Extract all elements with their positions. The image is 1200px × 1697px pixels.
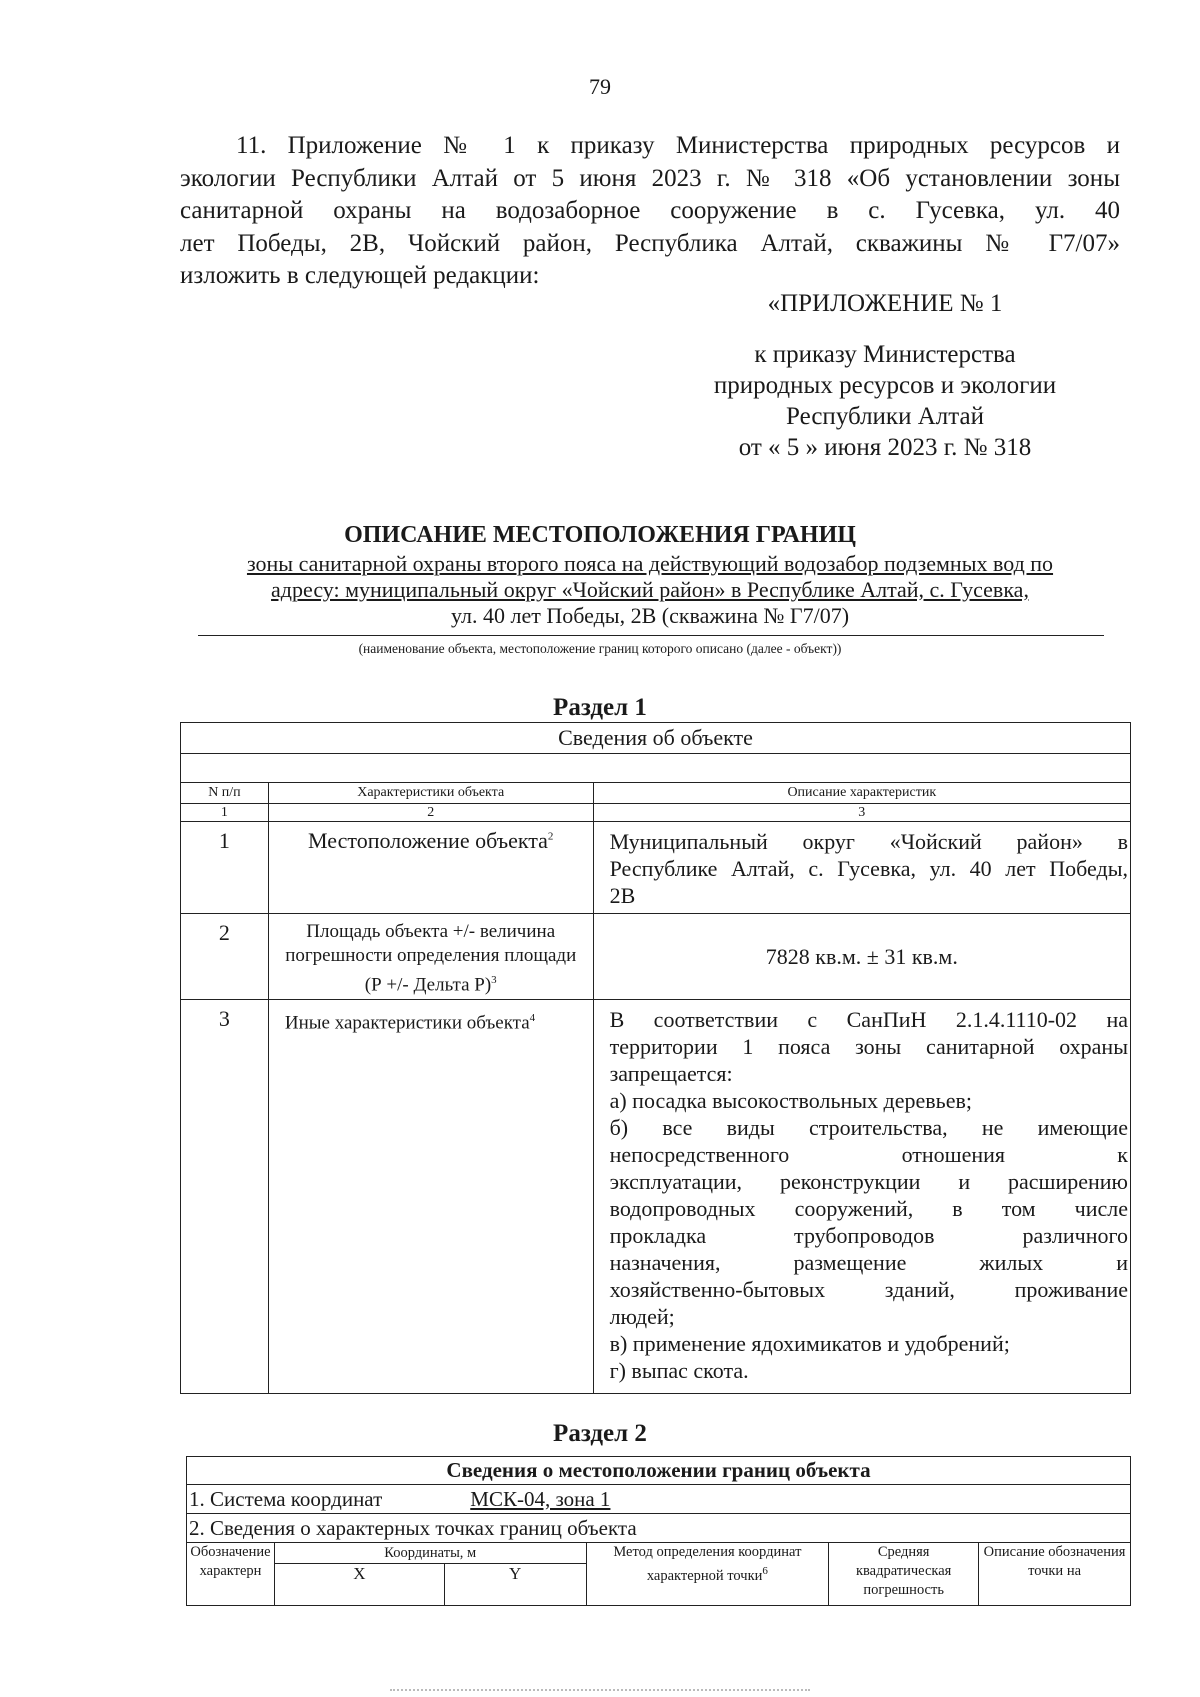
blank-row xyxy=(181,754,1131,783)
footnote-mark: 2 xyxy=(547,830,554,843)
document-subtitle xyxy=(180,551,1120,629)
description-line: запрещается: xyxy=(609,1061,733,1087)
footnote-mark: 4 xyxy=(529,1012,536,1025)
description-line: В соответствии с СанПиН 2.1.4.1110-02 на xyxy=(609,1007,1128,1033)
intro-line: экологии Республики Алтай от 5 июня 2023 г. № 318 «Об установлении зоны xyxy=(180,164,1120,192)
description-line: Республике Алтай, с. Гусевка, ул. 40 лет Победы, xyxy=(609,856,1128,881)
footnote-mark: 3 xyxy=(491,974,497,986)
appendix-line: к приказу Министерства xyxy=(754,341,1016,368)
description-line: а) посадка высокоствольных деревьев; xyxy=(609,1088,972,1114)
coord-system-label: 1. Система координат xyxy=(189,1486,383,1511)
col-header-num: N п/п xyxy=(181,783,269,804)
subtitle-line: ул. 40 лет Победы, 2В (скважина № Г7/07) xyxy=(450,603,850,628)
table-row xyxy=(181,822,1131,914)
subtitle-line: адресу: муниципальный округ «Чойский район» в Республике Алтай, с. Гусевка, xyxy=(271,577,1029,602)
col-number: 1 xyxy=(181,804,269,822)
section1-table-title: Сведения об объекте xyxy=(181,723,1131,754)
section2-heading: Раздел 2 xyxy=(553,1420,647,1447)
description-line: людей; xyxy=(609,1304,675,1330)
coord-system-row xyxy=(187,1485,1131,1514)
row-description xyxy=(593,1000,1130,1394)
description-line: Муниципальный округ «Чойский район» в xyxy=(609,829,1128,854)
col-error: Средняя квадратическая погрешность xyxy=(829,1543,979,1606)
intro-paragraph xyxy=(180,130,1120,293)
footnote-mark: 6 xyxy=(762,1565,768,1577)
col-designation: Обозначение характерн xyxy=(187,1543,275,1606)
description-line: водопроводных сооружений, в том числе xyxy=(609,1196,1128,1222)
intro-line: санитарной охраны на водозаборное сооружение в с. Гусевка, ул. 40 xyxy=(180,197,1120,224)
appendix-line: Республики Алтай xyxy=(786,403,984,430)
table-row xyxy=(181,1000,1131,1394)
description-line: прокладка трубопроводов различного xyxy=(609,1223,1128,1249)
col-number: 2 xyxy=(268,804,593,822)
description-line: г) выпас скота. xyxy=(609,1358,749,1384)
col-x: X xyxy=(274,1564,444,1606)
characteristic-text: Площадь объекта +/- величина погрешности определения площади (Р +/- Дельта Р) xyxy=(285,921,577,996)
description-line: назначения, размещение жилых и xyxy=(609,1250,1128,1276)
appendix-title: «ПРИЛОЖЕНИЕ № 1 xyxy=(767,290,1003,317)
row-characteristic xyxy=(268,1000,593,1394)
col-method xyxy=(586,1543,829,1606)
col-point-description: Описание обозначения точки на xyxy=(979,1543,1131,1606)
scan-artifact xyxy=(390,1689,810,1694)
description-line: эксплуатации, реконструкции и расширению xyxy=(609,1169,1128,1195)
description-line: непосредственного отношения к xyxy=(609,1142,1128,1168)
row-number: 3 xyxy=(181,1000,269,1394)
row-description: 7828 кв.м. ± 31 кв.м. xyxy=(593,914,1130,1000)
table-row xyxy=(181,914,1131,1000)
document-title: ОПИСАНИЕ МЕСТОПОЛОЖЕНИЯ ГРАНИЦ xyxy=(344,522,856,548)
coord-system-value: МСК-04, зона 1 xyxy=(470,1486,611,1511)
points-label: 2. Сведения о характерных точках границ объекта xyxy=(187,1514,1131,1543)
subtitle-rule xyxy=(198,635,1104,636)
section2-table-title: Сведения о местоположении границ объекта xyxy=(187,1457,1131,1485)
col-header-description: Описание характеристик xyxy=(593,783,1130,804)
object-caption: (наименование объекта, местоположение границ которого описано (далее - объект)) xyxy=(358,641,842,656)
description-line: б) все виды строительства, не имеющие xyxy=(609,1115,1128,1141)
appendix-line: природных ресурсов и экологии xyxy=(713,372,1057,399)
row-description xyxy=(593,822,1130,914)
description-line: в) применение ядохимикатов и удобрений; xyxy=(609,1331,1010,1357)
col-y: Y xyxy=(444,1564,586,1606)
appendix-line: от « 5 » июня 2023 г. № 318 xyxy=(738,434,1032,461)
intro-line: изложить в следующей редакции: xyxy=(180,262,540,289)
subtitle-line: зоны санитарной охраны второго пояса на действующий водозабор подземных вод по xyxy=(246,551,1054,576)
section1-table xyxy=(180,722,1131,1394)
characteristic-text: Местоположение объекта xyxy=(308,828,548,853)
description-line: территории 1 пояса зоны санитарной охраны xyxy=(609,1034,1128,1060)
col-number: 3 xyxy=(593,804,1130,822)
intro-line: 11. Приложение № 1 к приказу Министерства природных ресурсов и xyxy=(236,132,1120,159)
intro-line: лет Победы, 2В, Чойский район, Республика Алтай, скважины № Г7/07» xyxy=(180,229,1120,257)
description-line: 2В xyxy=(609,883,636,908)
section1-heading: Раздел 1 xyxy=(553,694,647,721)
appendix-header xyxy=(650,288,1120,463)
characteristic-text: Иные характеристики объекта xyxy=(284,1012,530,1034)
col-header-characteristic: Характеристики объекта xyxy=(268,783,593,804)
page-number: 79 xyxy=(589,74,611,99)
row-characteristic xyxy=(268,914,593,1000)
row-characteristic xyxy=(268,822,593,914)
col-method-text: Метод определения координат характерной точки xyxy=(613,1544,802,1584)
row-number: 1 xyxy=(181,822,269,914)
col-coordinates: Координаты, м xyxy=(274,1543,586,1564)
description-line: хозяйственно-бытовых зданий, проживание xyxy=(609,1277,1128,1303)
row-number: 2 xyxy=(181,914,269,1000)
section2-table xyxy=(186,1456,1131,1606)
